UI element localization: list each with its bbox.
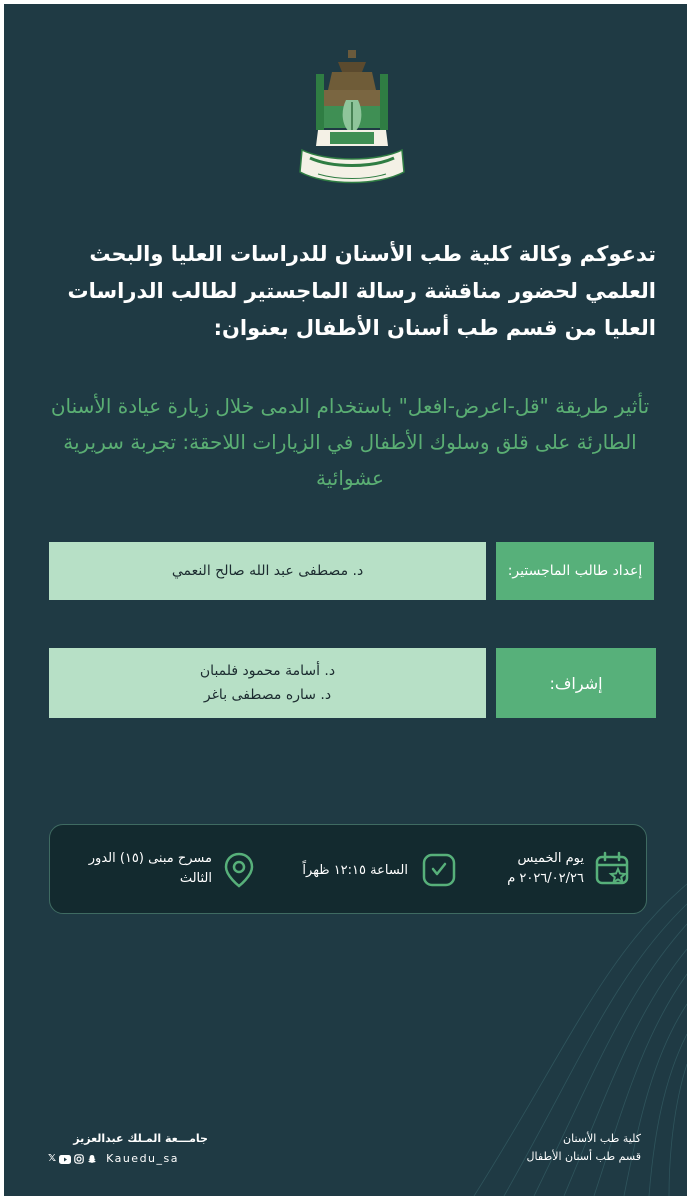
event-location — [50, 825, 290, 913]
location-pin-icon — [222, 851, 256, 889]
event-location-line2: الثالث — [179, 871, 212, 886]
student-name-box — [49, 542, 486, 600]
instagram-icon[interactable] — [74, 1154, 84, 1164]
supervision-label — [496, 648, 656, 718]
supervisor-2: د. ساره مصطفى باغر — [203, 687, 332, 703]
youtube-icon[interactable] — [59, 1155, 71, 1164]
invitation-text: تدعوكم وكالة كلية طب الأسنان للدراسات العليا والبحث العلمي لحضور مناقشة رسالة الماجستير لطالب الدراسات العليا من قسم طب أسنان الأطفال بعنوان: — [67, 242, 656, 340]
footer-college — [527, 1130, 641, 1166]
supervisor-1: د. أسامة محمود فلمبان — [199, 663, 336, 679]
event-day: يوم الخميس — [517, 851, 584, 866]
event-date — [470, 825, 646, 913]
footer-college-name: كلية طب الأسنان — [563, 1132, 641, 1145]
supervision-label-text: إشراف: — [549, 673, 603, 693]
footer-department-name: قسم طب أسنان الأطفال — [526, 1150, 641, 1163]
x-icon[interactable]: 𝕏 — [48, 1153, 57, 1164]
supervisors-box — [49, 648, 486, 718]
event-time-value: الساعة ١٢:١٥ ظهراً — [302, 863, 408, 878]
event-location-line1: مسرح مبنى (١٥) الدور — [88, 851, 212, 866]
clock-check-icon — [422, 853, 456, 887]
social-handle[interactable]: Kauedu_sa — [106, 1152, 179, 1165]
student-label-text: إعداد طالب الماجستير: — [507, 563, 643, 579]
university-logo — [296, 50, 408, 192]
event-date-value: ٢٠٢٦/٠٢/٢٦ م — [507, 871, 584, 886]
student-name: د. مصطفى عبد الله صالح النعمي — [171, 563, 364, 579]
snapchat-icon[interactable] — [87, 1154, 97, 1164]
student-label — [496, 542, 654, 600]
footer-university — [48, 1130, 208, 1168]
calendar-star-icon — [594, 851, 630, 887]
footer-social — [48, 1150, 208, 1168]
event-info-panel — [49, 824, 647, 914]
footer-university-name: جامـــعة المـلك عبدالعزيز — [73, 1132, 208, 1145]
invitation-card — [4, 4, 687, 1196]
thesis-title: تأثير طريقة "قل-اعرض-افعل" باستخدام الدمى خلال زيارة عيادة الأسنان الطارئة على قلق وسلوك الأطفال في الزيارات اللاحقة: تجربة سريرية عشوائية — [50, 394, 650, 490]
event-time — [290, 825, 470, 913]
